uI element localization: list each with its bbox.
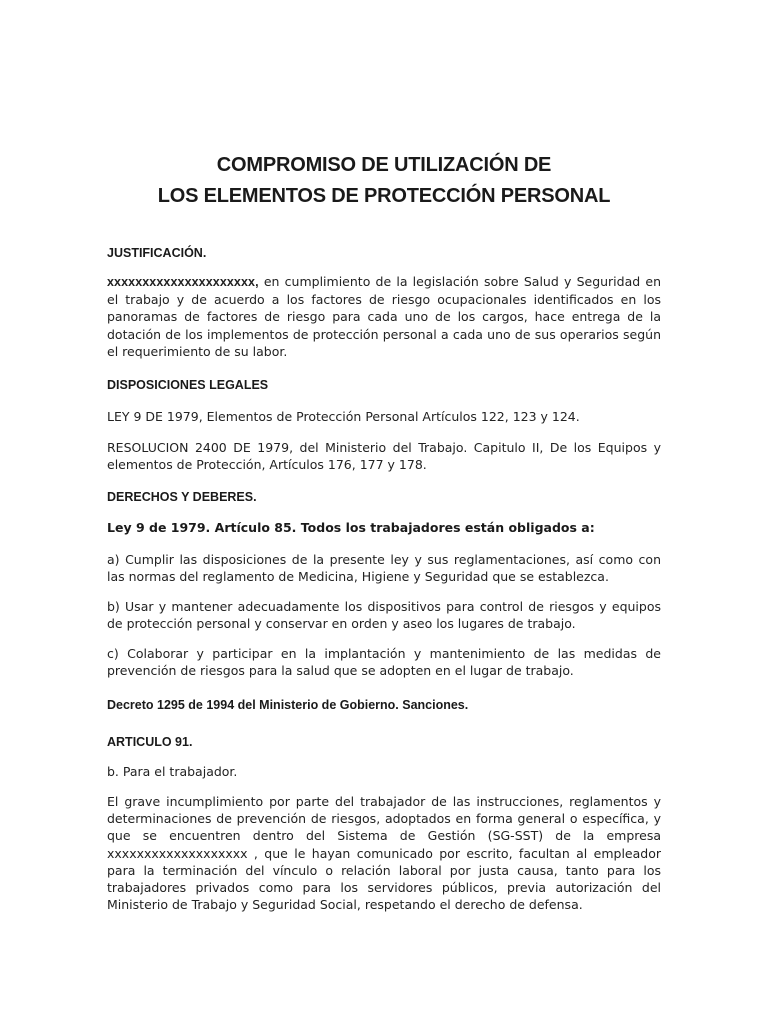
paragraph-item-c: c) Colaborar y participar en la implantación y mantenimiento de las medidas de prevención de riesgos para la salud que se adopten en el lugar de trabajo.	[107, 646, 661, 679]
section-heading-disposiciones: DISPOSICIONES LEGALES	[107, 378, 269, 392]
paragraph-articulo-91-text: El grave incumplimiento por parte del trabajador de las instrucciones, reglamentos y determinaciones de prevención de riesgos, adoptados en forma general o específica, y que se encuentren dentro del Sistema de Gestión (SG-SST) de la empresa xxxxxxxxxxxxxxxxxxx , que le hayan comunicado por escrito, facultan al empleador para la terminación del vínculo o relación laboral por justa causa, tanto para los trabajadores privados como para los servidores públicos, previa autorización del Ministerio de Trabajo y Seguridad Social, respetando el derecho de defensa.	[107, 794, 661, 913]
paragraph-justificacion	[107, 273, 661, 360]
section-heading-justificacion: JUSTIFICACIÓN.	[107, 246, 207, 260]
section-heading-decreto-1295: Decreto 1295 de 1994 del Ministerio de Gobierno. Sanciones.	[107, 698, 469, 712]
document-title-line-1: COMPROMISO DE UTILIZACIÓN DE	[216, 154, 552, 176]
paragraph-para-el-trabajador: b. Para el trabajador.	[107, 764, 238, 779]
subheading-ley-9-articulo-85: Ley 9 de 1979. Artículo 85. Todos los trabajadores están obligados a:	[107, 520, 595, 535]
justificacion-text: en cumplimiento de la legislación sobre Salud y Seguridad en el trabajo y de acuerdo a los factores de riesgo ocupacionales identificados en los panoramas de factores de riesgo para cada uno de los cargos, hace entrega de la dotación de los implementos de protección personal a cada uno de sus operarios según el requerimiento de su labor.	[107, 274, 661, 359]
paragraph-item-b: b) Usar y mantener adecuadamente los dispositivos para control de riesgos y equipos de protección personal y conservar en orden y aseo los lugares de trabajo.	[107, 599, 661, 632]
company-name-placeholder: xxxxxxxxxxxxxxxxxxxxx,	[107, 275, 259, 289]
paragraph-resolucion-2400: RESOLUCION 2400 DE 1979, del Ministerio del Trabajo. Capitulo II, De los Equipos y elementos de Protección, Artículos 176, 177 y 178.	[107, 440, 661, 473]
section-heading-derechos: DERECHOS Y DEBERES.	[107, 490, 257, 504]
section-heading-articulo-91: ARTICULO 91.	[107, 735, 193, 749]
paragraph-ley-9: LEY 9 DE 1979, Elementos de Protección Personal Artículos 122, 123 y 124.	[107, 409, 580, 424]
document-title-line-2: LOS ELEMENTOS DE PROTECCIÓN PERSONAL	[157, 185, 611, 207]
paragraph-item-a: a) Cumplir las disposiciones de la presente ley y sus reglamentaciones, así como con las normas del reglamento de Medicina, Higiene y Seguridad que se establezca.	[107, 552, 661, 585]
